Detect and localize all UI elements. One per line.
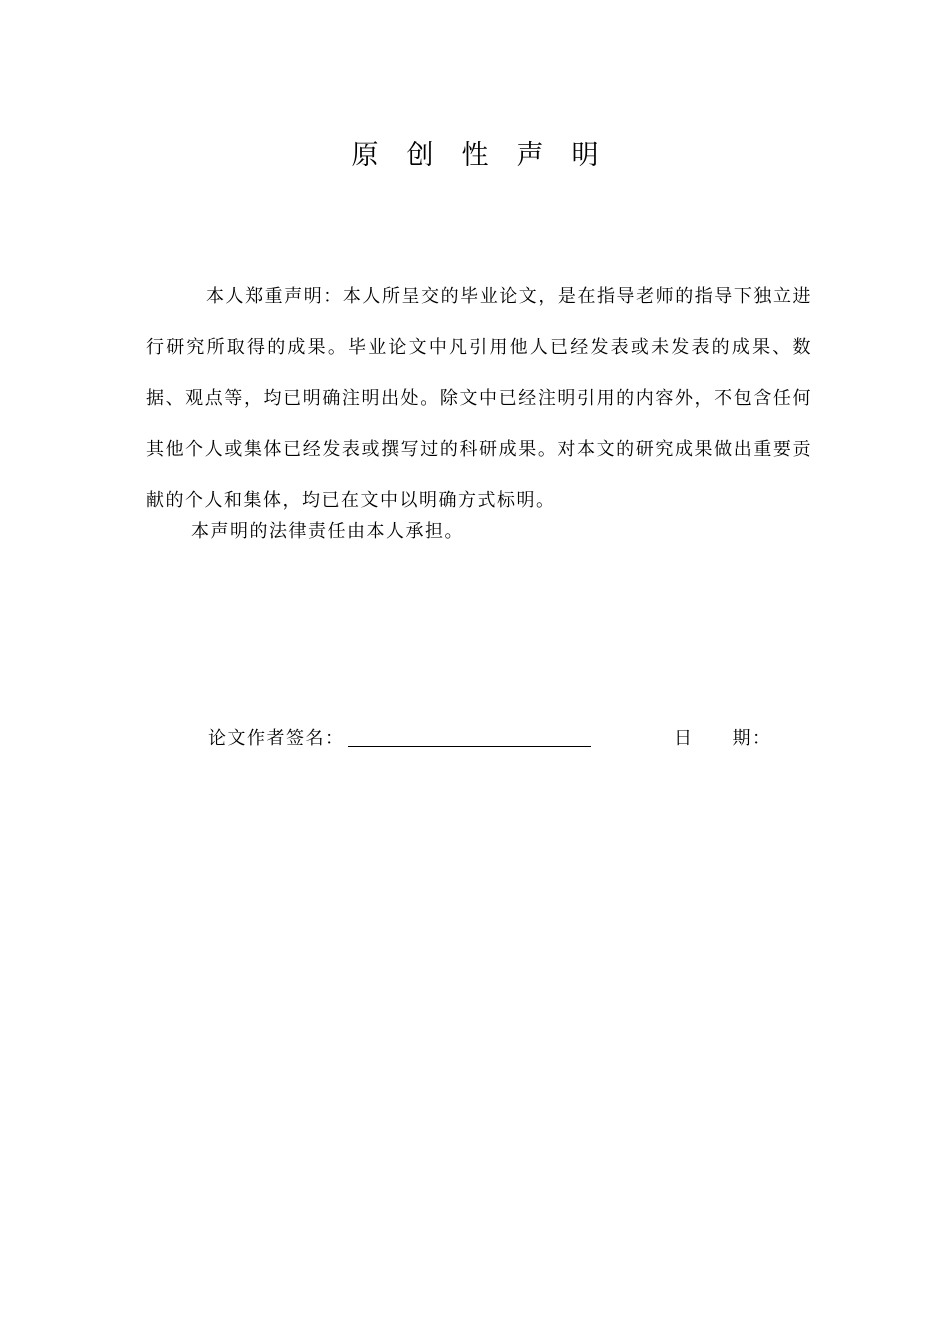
signature-label: 论文作者签名： [208, 728, 345, 749]
date-label: 日 期： [674, 728, 772, 749]
liability-statement: 本声明的法律责任由本人承担。 [191, 521, 464, 542]
declaration-paragraph: 本人郑重声明：本人所呈交的毕业论文，是在指导老师的指导下独立进行研究所取得的成果。毕业论文中凡引用他人已经发表或未发表的成果、数据、观点等，均已明确注明出处。除文中已经注明引用的内容外，不包含任何其他个人或集体已经发表或撰写过的科研成果。对本文的研究成果做出重要贡献的个人和集体，均已在文中以明确方式标明。 [146, 286, 812, 511]
signature-line[interactable] [348, 746, 591, 747]
page-title: 原创性声明 [351, 140, 627, 171]
